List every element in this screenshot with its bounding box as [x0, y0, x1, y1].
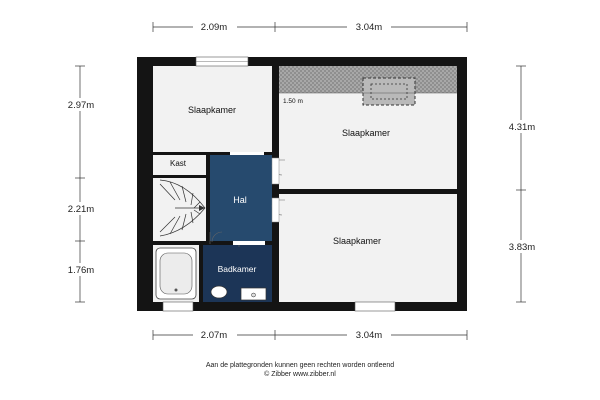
- dimension-bottom-right: 3.04m: [355, 330, 383, 341]
- label-badkamer: Badkamer: [217, 264, 257, 274]
- door-opening-slaapkamer-top: [272, 158, 279, 184]
- dimension-left-1: 2.97m: [67, 100, 95, 111]
- label-slaapkamer-top-right: Slaapkamer: [341, 128, 391, 138]
- label-height-line: 1.50 m: [283, 98, 303, 105]
- door-opening-slaapkamer-bottom: [272, 198, 279, 222]
- label-slaapkamer-bottom-right: Slaapkamer: [332, 236, 382, 246]
- dimension-left-2: 2.21m: [67, 204, 95, 215]
- door-opening-badkamer: [233, 241, 265, 245]
- bathtub-inner: [160, 253, 192, 294]
- label-hal: Hal: [233, 195, 247, 205]
- window-bottom-left: [163, 302, 193, 311]
- disclaimer-text: Aan de plattegronden kunnen geen rechten worden ontleend: [205, 362, 395, 369]
- door-opening-slaapkamer-left: [230, 152, 264, 155]
- label-kast: Kast: [169, 159, 187, 168]
- copyright-text: © Zibber www.zibber.nl: [264, 371, 336, 378]
- dimension-left-3: 1.76m: [67, 265, 95, 276]
- toilet-icon: [211, 286, 227, 298]
- skylight: [363, 78, 415, 105]
- dimension-right-1: 4.31m: [508, 122, 536, 133]
- label-slaapkamer-left: Slaapkamer: [187, 105, 237, 115]
- stairwell-floor: [153, 178, 206, 241]
- bathtub-drain-icon: [175, 289, 178, 292]
- dimension-top-left: 2.09m: [200, 22, 228, 33]
- dimension-bottom-left: 2.07m: [200, 330, 228, 341]
- window-bottom-right: [355, 302, 395, 311]
- dimension-top-right: 3.04m: [355, 22, 383, 33]
- room-slaapkamer-bottom-right-floor: [279, 194, 457, 302]
- dimension-right-2: 3.83m: [508, 242, 536, 253]
